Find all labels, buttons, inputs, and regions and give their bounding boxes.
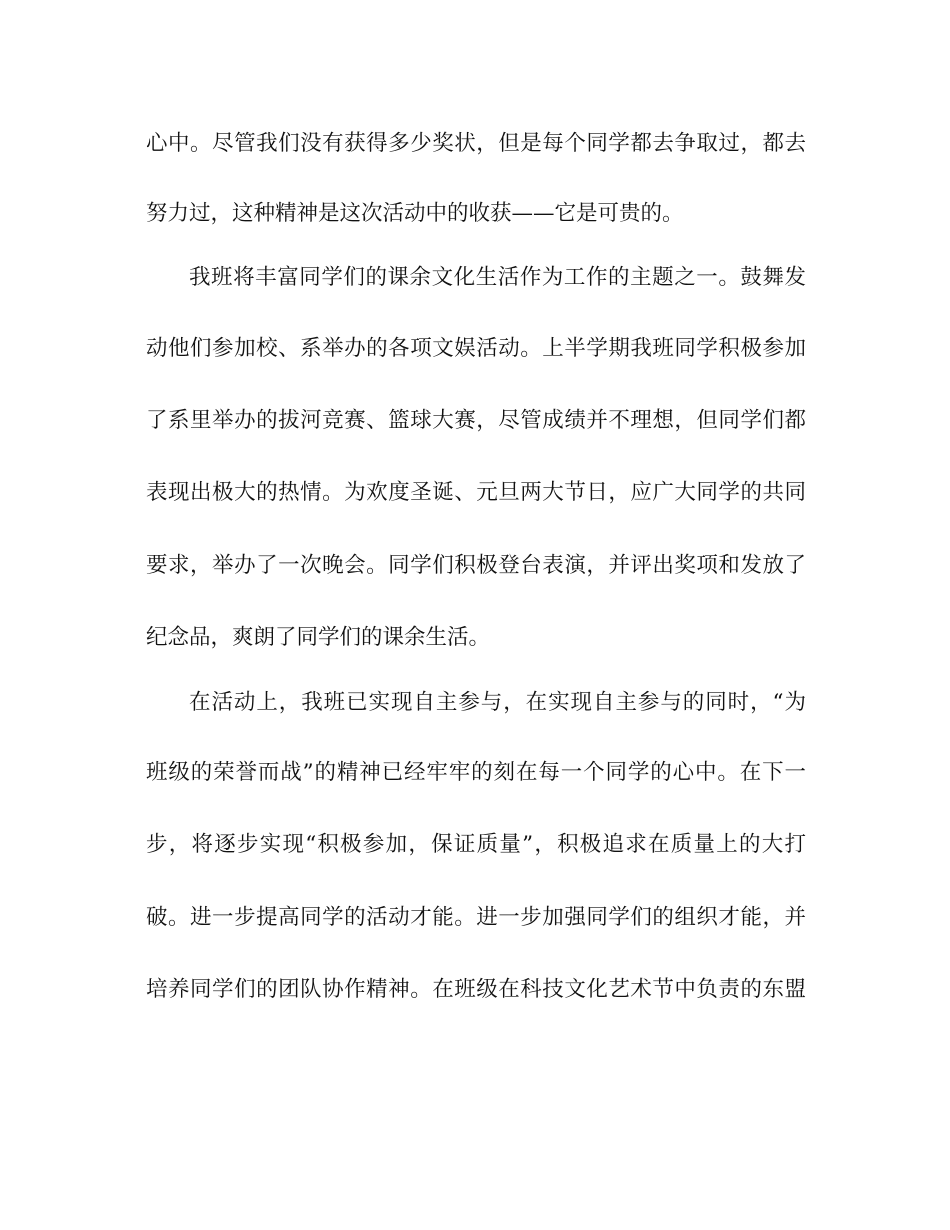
text-line-3: 我班将丰富同学们的课余文化生活作为工作的主题之一。鼓舞发 <box>189 265 806 290</box>
text-line-13: 培养同学们的团队协作精神。在班级在科技文化艺术节中负责的东盟 <box>146 977 806 1002</box>
text-line-2: 努力过，这种精神是这次活动中的收获——它是可贵的。 <box>146 201 684 226</box>
text-line-9: 在活动上，我班已实现自主参与，在实现自主参与的同时，“为 <box>189 690 806 715</box>
text-line-10: 班级的荣誉而战”的精神已经牢牢的刻在每一个同学的心中。在下一 <box>146 760 806 785</box>
text-line-6: 表现出极大的热情。为欢度圣诞、元旦两大节日，应广大同学的共同 <box>146 480 806 505</box>
text-line-1: 心中。尽管我们没有获得多少奖状，但是每个同学都去争取过，都去 <box>146 131 806 156</box>
text-line-7: 要求，举办了一次晚会。同学们积极登台表演，并评出奖项和发放了 <box>146 553 806 578</box>
text-line-5: 了系里举办的拔河竞赛、篮球大赛，尽管成绩并不理想，但同学们都 <box>146 408 806 433</box>
text-line-12: 破。进一步提高同学的活动才能。进一步加强同学们的组织才能，并 <box>146 905 806 930</box>
text-line-11: 步，将逐步实现“积极参加，保证质量”，积极追求在质量上的大打 <box>146 832 806 857</box>
text-line-8: 纪念品，爽朗了同学们的课余生活。 <box>146 625 491 650</box>
text-line-4: 动他们参加校、系举办的各项文娱活动。上半学期我班同学积极参加 <box>146 336 806 361</box>
